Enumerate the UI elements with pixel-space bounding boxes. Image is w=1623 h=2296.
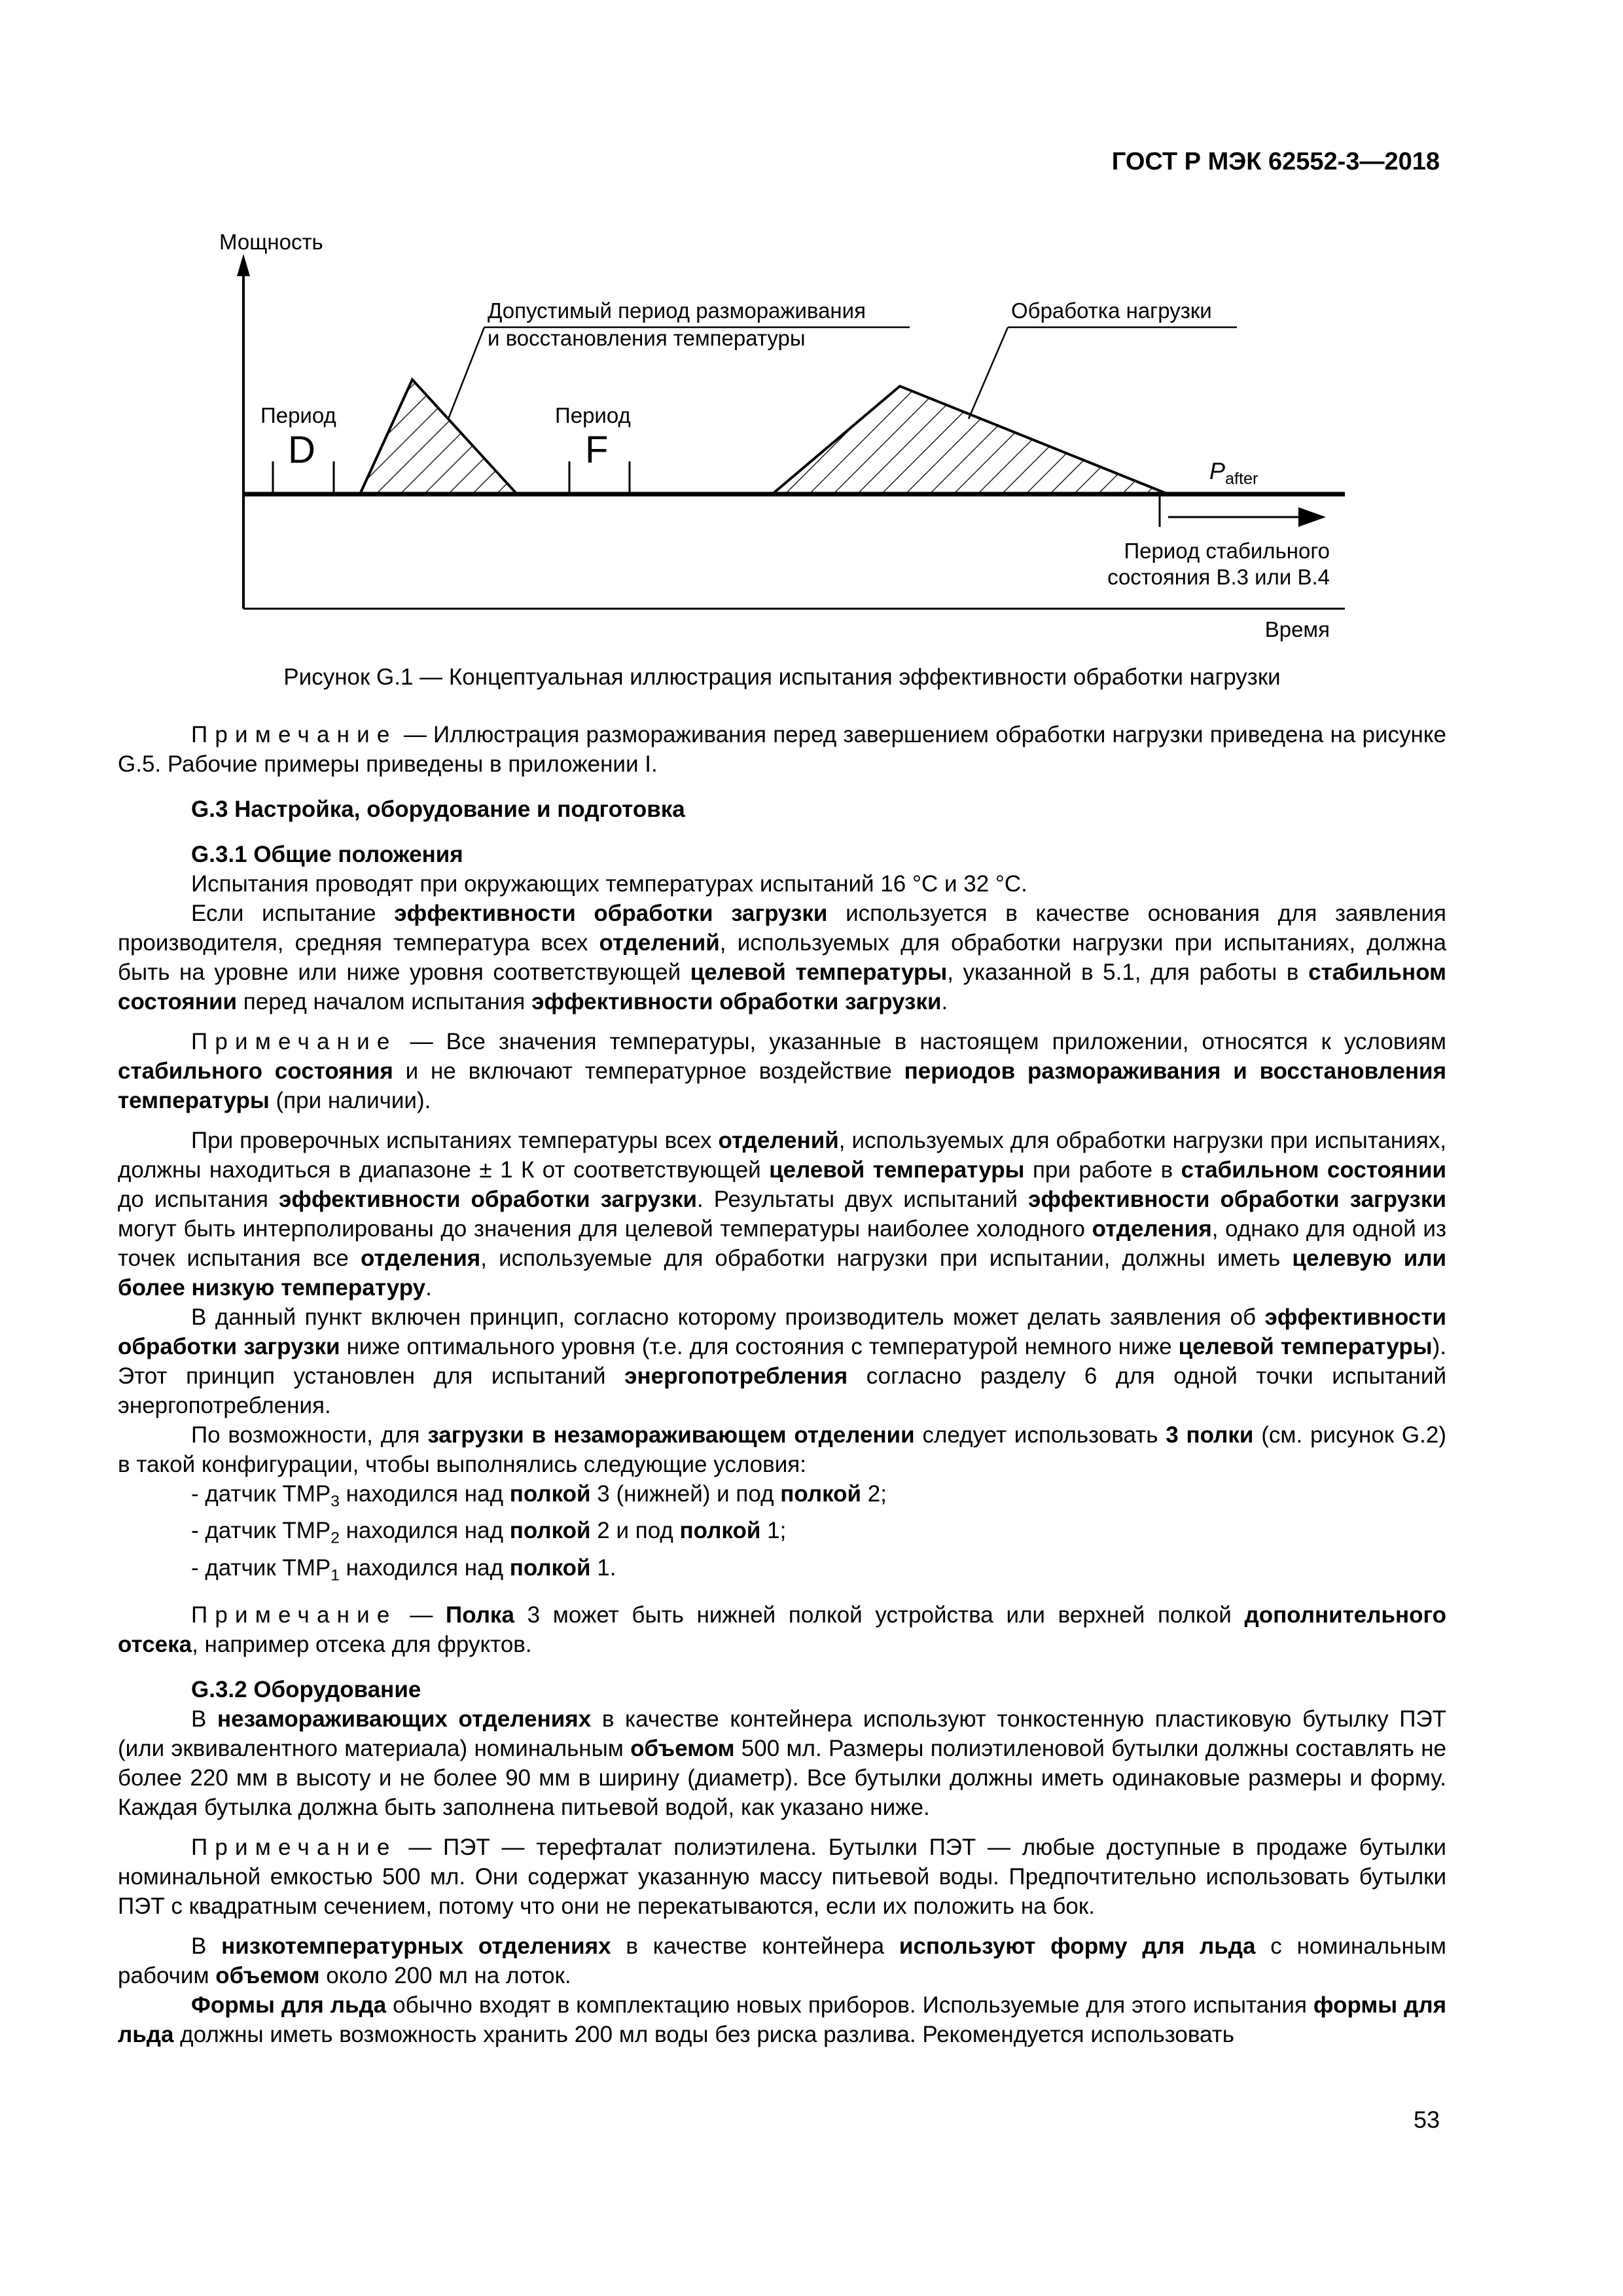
text-run: В	[191, 1706, 217, 1732]
sensor-subscript: 2	[330, 1529, 340, 1547]
note-4	[118, 1833, 1446, 1921]
text-run: , например отсека для фруктов.	[192, 1632, 532, 1658]
bold-term: полкой	[509, 1481, 591, 1507]
text-run: — ПЭТ — терефталат полиэтилена. Бутылки ПЭТ — любые доступные в продаже бутылки номинальной емкостью 500 мл. Они содержат указанную массу питьевой воды. Предпочтительно использовать бутылки ПЭТ с квадратным сечением, потому что они не перекатываются, если их положить на бок.	[118, 1835, 1446, 1920]
text-run: По возможности, для	[191, 1422, 428, 1448]
y-axis-arrow	[237, 254, 250, 276]
text-run: — Иллюстрация размораживания перед завершением обработки нагрузки приведена на рисунке G.5. Рабочие примеры приведены в приложении I.	[118, 722, 1446, 777]
text-run: 2 и под	[590, 1518, 680, 1544]
figure-caption: Рисунок G.1 — Концептуальная иллюстрация испытания эффективности обработки нагрузки	[283, 664, 1281, 690]
text-run: - датчик TMP	[191, 1481, 331, 1507]
text-run: .	[425, 1275, 432, 1300]
figure-g1	[196, 216, 1348, 668]
period-d-letter: D	[288, 429, 315, 471]
text-run: до испытания	[118, 1187, 279, 1212]
text-run: - датчик TMP	[191, 1554, 331, 1581]
text-run: обычно входят в комплектацию новых приборов. Используемые для этого испытания	[386, 1992, 1313, 2018]
bold-term: эффективности обработки загрузки	[279, 1187, 697, 1212]
text-run: перед началом испытания	[237, 989, 532, 1014]
text-run: следует использовать	[914, 1422, 1166, 1448]
paragraph-shelves	[118, 1420, 1446, 1479]
paragraph-claim	[118, 899, 1446, 1016]
text-run: используется в качестве основания для заявления производителя, средняя температура всех	[118, 901, 1446, 956]
p-after-subscript: after	[1225, 469, 1258, 488]
bold-term: незамораживающих отделениях	[217, 1706, 592, 1732]
text-run: ниже оптимального уровня (т.е. для состояния с температурой немного ниже	[340, 1334, 1179, 1359]
bold-term: дополнительного отсека	[118, 1602, 1446, 1658]
bold-term: полкой	[509, 1554, 591, 1581]
text-run: должны иметь возможность хранить 200 мл воды без риска разлива. Рекомендуется использовать	[173, 2022, 1234, 2048]
heading-g32: G.3.2 Оборудование	[191, 1677, 421, 1703]
bold-term: Формы для льда	[191, 1992, 387, 2018]
callout-defrost-line1: Допустимый период размораживания	[488, 298, 866, 323]
text-run: . Результаты двух испытаний	[696, 1187, 1029, 1212]
sensor-subscript: 3	[330, 1492, 340, 1511]
text-run: находился над	[339, 1481, 510, 1507]
defrost-peak	[360, 380, 517, 494]
text-run: —	[410, 1602, 446, 1628]
text-run: - датчик TMP	[191, 1518, 331, 1544]
bold-term: полкой	[780, 1481, 862, 1507]
callout-load-label: Обработка нагрузки	[1011, 298, 1212, 323]
x-axis-label: Время	[1264, 617, 1330, 641]
bold-term: отделений	[718, 1128, 839, 1153]
bold-term: стабильном состоянии	[118, 960, 1446, 1014]
list-item	[118, 1516, 1446, 1552]
list-item	[118, 1553, 1446, 1590]
note-2	[118, 1027, 1446, 1115]
heading-g31: G.3.1 Общие положения	[191, 842, 463, 867]
bold-term: 3 полки	[1166, 1422, 1254, 1448]
period-f-label: Период	[555, 403, 631, 427]
steady-state-label-line2: состояния B.3 или B.4	[1107, 565, 1330, 589]
text-run: (при наличии).	[269, 1088, 431, 1113]
note-word: Примечание	[191, 1835, 397, 1861]
y-axis-label: Мощность	[219, 230, 323, 254]
bold-term: целевой температуры	[1178, 1334, 1433, 1359]
text-run: находился над	[339, 1518, 510, 1544]
text-run: При проверочных испытаниях температуры всех	[191, 1128, 719, 1153]
bold-term: целевой температуры	[690, 960, 948, 985]
text-run: , используемых для обработки нагрузки при испытаниях, должна быть на уровне или ниже уровня соответствующей	[118, 930, 1446, 985]
note-1	[118, 720, 1446, 779]
text-run: 500 мл. Размеры полиэтиленовой бутылки должны составлять не более 220 мм в высоту и не более 90 мм в ширину (диаметр). Все бутылки должны иметь одинаковые размеры и форму. Каждая бутылка должна быть заполнена питьевой водой, как указано ниже.	[118, 1736, 1446, 1821]
note-word: Примечание	[191, 1029, 397, 1054]
paragraph-ice-forms	[118, 1990, 1446, 2049]
bold-term: стабильного состояния	[118, 1058, 393, 1084]
bold-term: полкой	[509, 1518, 591, 1544]
standard-header: ГОСТ Р МЭК 62552-3—2018	[1111, 148, 1440, 175]
note-word: Примечание	[191, 722, 397, 747]
text-run: , используемые для обработки нагрузки при испытании, должны иметь	[480, 1246, 1293, 1271]
note-3	[118, 1600, 1446, 1659]
text-run: могут быть интерполированы до значения для целевой температуры наиболее холодного	[118, 1216, 1092, 1242]
list-item	[118, 1479, 1446, 1516]
text-run: В	[191, 1933, 222, 1960]
text-run: 3 (нижней) и под	[590, 1481, 781, 1507]
bold-term: целевую или более низкую температуру	[118, 1246, 1446, 1300]
text-run: 3 может быть нижней полкой устройства или верхней полкой	[514, 1602, 1245, 1628]
paragraph-ice-trays	[118, 1931, 1446, 1990]
text-run: 2;	[861, 1481, 887, 1507]
text-run: и не включают температурное воздействие	[393, 1058, 904, 1084]
callout-load-leader	[969, 327, 1008, 419]
text-run: .	[941, 989, 948, 1014]
text-run: 1;	[760, 1518, 787, 1544]
text-run: — Все значения температуры, указанные в настоящем приложении, относятся к условиям	[410, 1029, 1446, 1054]
text-run: В данный пункт включен принцип, согласно которому производитель может делать заявления об	[191, 1304, 1265, 1330]
period-d-label: Период	[260, 403, 336, 427]
text-run: в качестве контейнера используют тонкостенную пластиковую бутылку ПЭТ (или эквивалентного материала) номинальным	[118, 1706, 1446, 1762]
text-run: 1.	[590, 1554, 616, 1581]
period-f-letter: F	[585, 429, 609, 471]
bold-term: отделения	[361, 1246, 481, 1271]
callout-defrost-line2: и восстановления температуры	[488, 326, 806, 350]
text-run: согласно разделу 6 для одной точки испытаний энергопотребления.	[118, 1363, 1446, 1418]
paragraph-bottles	[118, 1704, 1446, 1822]
text-run: (см. рисунок G.2) в такой конфигурации, чтобы выполнялись следующие условия:	[118, 1422, 1446, 1477]
sensor-subscript: 1	[330, 1566, 340, 1585]
steady-state-label-line1: Период стабильного	[1124, 539, 1330, 563]
text-run: , используемых для обработки нагрузки при испытаниях, должны находиться в диапазоне ± 1 К от соответствующей	[118, 1128, 1446, 1183]
bold-term: энергопотребления	[624, 1363, 848, 1389]
bold-term: периодов размораживания и восстановления температуры	[118, 1058, 1446, 1113]
text-run: при работе в	[1024, 1157, 1181, 1183]
note-word: Примечание	[191, 1602, 397, 1628]
bold-term: используют форму для льда	[899, 1933, 1256, 1960]
text-run: около 200 мл на лоток.	[319, 1963, 571, 1989]
body-text	[118, 720, 1446, 2049]
bold-term: целевой температуры	[769, 1157, 1025, 1183]
bold-term: формы для льда	[118, 1992, 1446, 2048]
paragraph-principle	[118, 1302, 1446, 1420]
text-run: в качестве контейнера	[611, 1933, 899, 1960]
bold-term: эффективности обработки загрузки	[394, 901, 828, 926]
text-run: Если испытание	[191, 901, 395, 926]
bold-term: стабильном состоянии	[1181, 1157, 1446, 1183]
bold-term: отделения	[1092, 1216, 1212, 1242]
heading-g3: G.3 Настройка, оборудование и подготовка	[191, 797, 685, 822]
callout-defrost-leader	[448, 327, 484, 419]
page-number: 53	[1413, 2106, 1440, 2133]
bold-term: эффективности обработки загрузки	[531, 989, 942, 1014]
bold-term: объемом	[630, 1736, 735, 1762]
bold-term: низкотемпературных отделениях	[221, 1933, 611, 1960]
bold-term: Полка	[446, 1602, 514, 1628]
load-processing-peak	[772, 386, 1168, 494]
bold-term: эффективности обработки загрузки	[118, 1304, 1446, 1359]
text-run: ). Этот принцип установлен для испытаний	[118, 1334, 1446, 1389]
text-run: находился над	[339, 1554, 510, 1581]
figure-diagram	[196, 216, 1348, 668]
p-after-label: $P_{after}$	[1209, 457, 1258, 488]
bold-term: объемом	[215, 1963, 320, 1989]
text-run: , указанной в 5.1, для работы в	[947, 960, 1309, 985]
bold-term: отделений	[599, 930, 720, 956]
bold-term: полкой	[679, 1518, 761, 1544]
paragraph-temps: Испытания проводят при окружающих температурах испытаний 16 °С и 32 °С.	[191, 871, 1027, 897]
paragraph-verification	[118, 1126, 1446, 1302]
bold-term: эффективности обработки загрузки	[1028, 1187, 1446, 1212]
text-run: с номинальным рабочим	[118, 1933, 1446, 1989]
text-run: , однако для одной из точек испытания все	[118, 1216, 1446, 1271]
bold-term: загрузки в незамораживающем отделении	[427, 1422, 915, 1448]
